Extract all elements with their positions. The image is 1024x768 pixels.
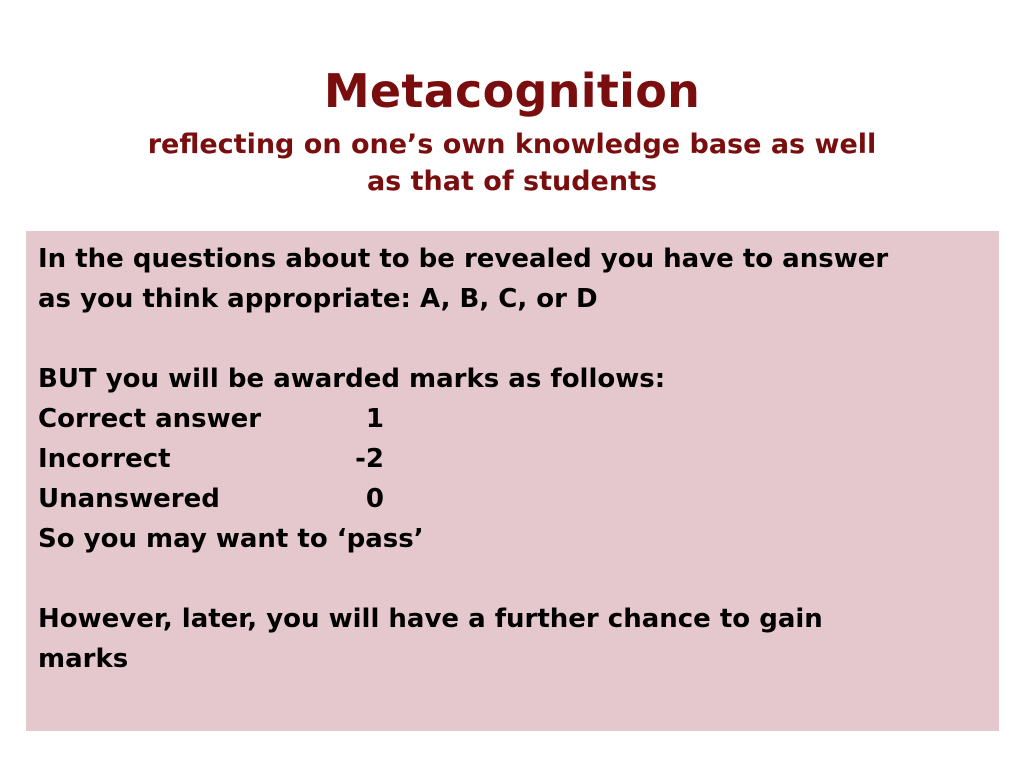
- scoring-row-incorrect: [38, 439, 987, 479]
- title-block: [40, 62, 984, 200]
- slide-subtitle: reflecting on one’s own knowledge base as well as that of students: [147, 129, 877, 197]
- scoring-row-correct: [38, 399, 987, 439]
- scoring-label: Incorrect: [38, 444, 171, 474]
- scoring-label: Correct answer: [38, 404, 262, 434]
- spacer: [38, 319, 987, 359]
- spacer: [38, 559, 987, 599]
- scoring-label: Unanswered: [38, 484, 220, 514]
- intro-line-1: In the questions about to be revealed you have to answer: [38, 244, 889, 274]
- scoring-value: 1: [365, 404, 384, 434]
- marks-heading: BUT you will be awarded marks as follows:: [38, 364, 666, 394]
- scoring-row-unanswered: [38, 479, 987, 519]
- later-line-2: marks: [38, 644, 129, 674]
- scoring-value: 0: [365, 484, 384, 514]
- scoring-value: -2: [355, 444, 384, 474]
- intro-line-2: as you think appropriate: A, B, C, or D: [38, 284, 598, 314]
- pass-line: So you may want to ‘pass’: [38, 524, 424, 554]
- content-box: [26, 231, 999, 731]
- later-line-1: However, later, you will have a further chance to gain: [38, 604, 823, 634]
- slide-title: Metacognition: [323, 64, 701, 118]
